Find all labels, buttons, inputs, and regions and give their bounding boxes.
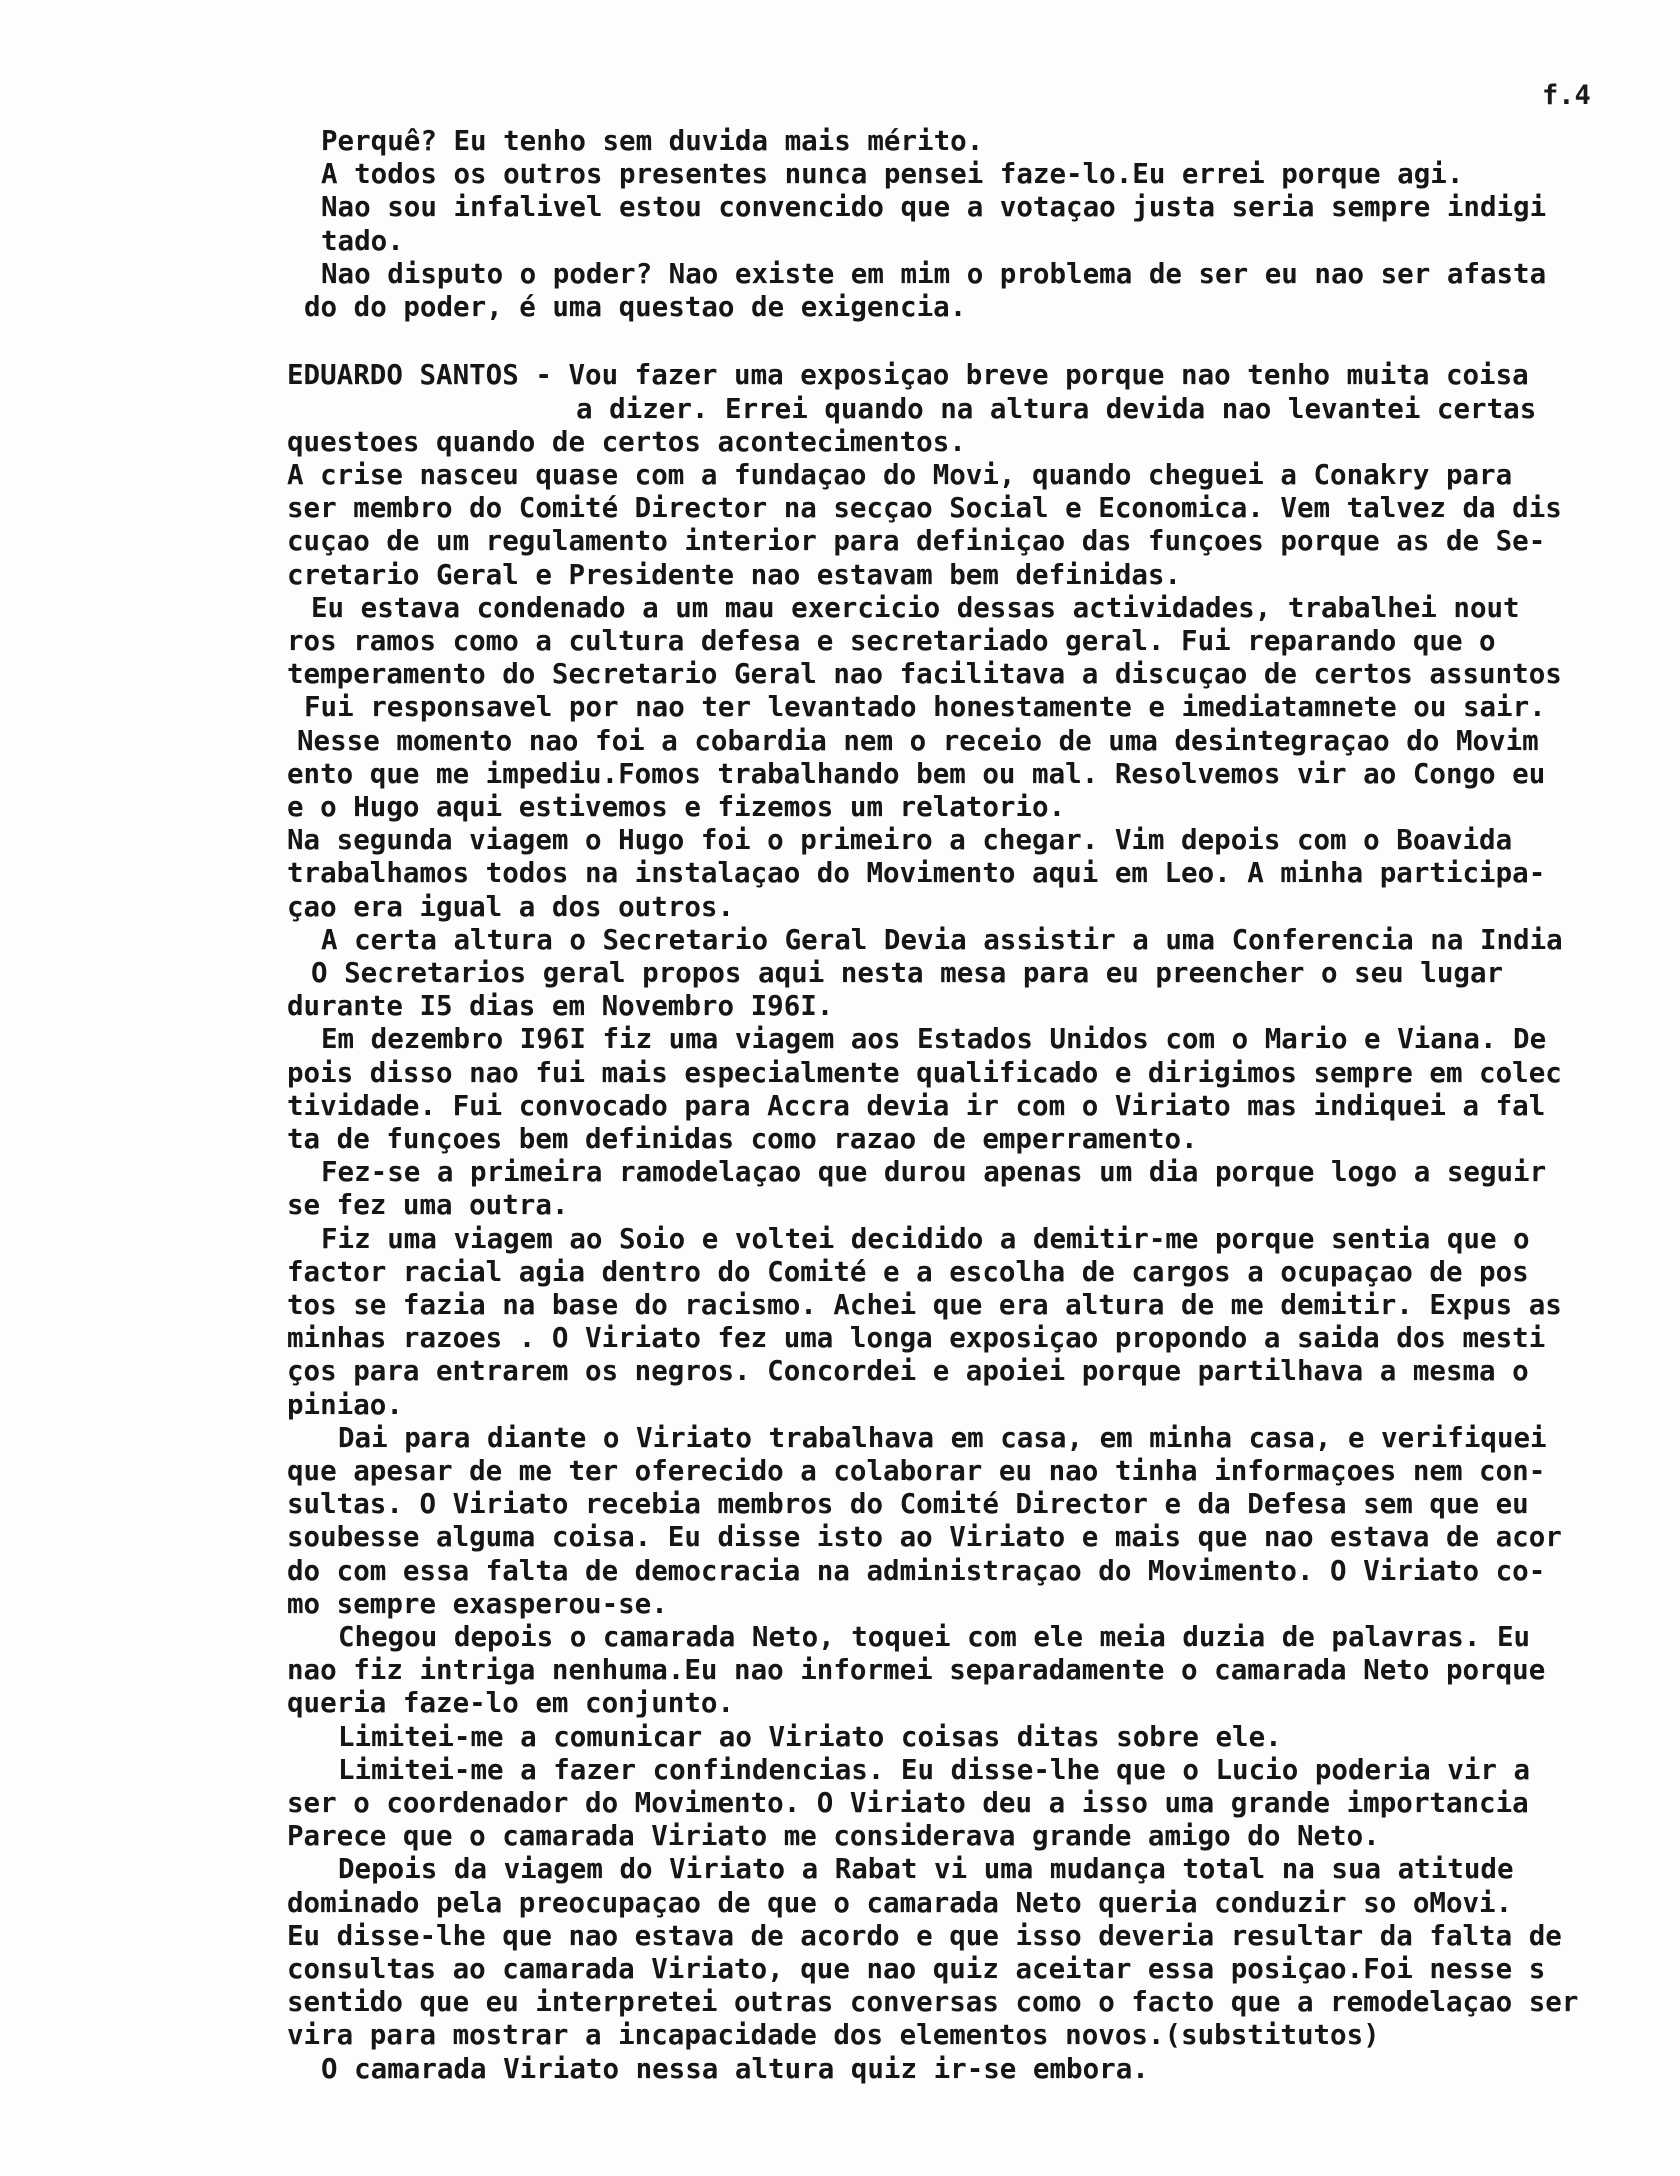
text-line: Na segunda viagem o Hugo foi o primeiro a chegar. Vim depois com o Boavida [287, 824, 1513, 856]
text-line: durante I5 dias em Novembro I96I. [287, 990, 834, 1022]
text-line: mo sempre exasperou-se. [287, 1588, 668, 1620]
text-line: Nesse momento nao foi a cobardia nem o receio de uma desintegraçao do Movim [297, 725, 1539, 757]
text-line: ros ramos como a cultura defesa e secretariado geral. Fui reparando que o [287, 625, 1496, 657]
text-line: se fez uma outra. [287, 1189, 569, 1221]
text-line: Fui responsavel por nao ter levantado honestamente e imediatamnete ou sair. [304, 691, 1546, 723]
text-line: O camarada Viriato nessa altura quiz ir-se embora. [321, 2053, 1149, 2085]
text-line: Dai para diante o Viriato trabalhava em casa, em minha casa, e verifiquei [338, 1422, 1547, 1454]
text-line: cretario Geral e Presidente nao estavam bem definidas. [287, 559, 1182, 591]
text-line: A certa altura o Secretario Geral Devia assistir a uma Conferencia na India [321, 924, 1563, 956]
text-line: piniao. [287, 1389, 403, 1421]
text-line: sentido que eu interpretei outras conversas como o facto que a remodelaçao ser [287, 1986, 1579, 2018]
page-number: f.4 [1542, 80, 1591, 111]
text-line: Fez-se a primeira ramodelaçao que durou apenas um dia porque logo a seguir [321, 1156, 1547, 1188]
text-line: Limitei-me a fazer confindencias. Eu disse-lhe que o Lucio poderia vir a [338, 1754, 1531, 1786]
text-line: questoes quando de certos acontecimentos. [287, 426, 966, 458]
text-line: nao fiz intriga nenhuma.Eu nao informei separadamente o camarada Neto porque [287, 1654, 1546, 1686]
text-line: do do poder, é uma questao de exigencia. [304, 291, 967, 323]
text-line: EDUARDO SANTOS - Vou fazer uma exposiçao breve porque nao tenho muita coisa [287, 359, 1529, 391]
text-line: Nao disputo o poder? Nao existe em mim o problema de ser eu nao ser afasta [321, 258, 1547, 290]
text-line: a dizer. Errei quando na altura devida nao levantei certas [576, 393, 1537, 425]
text-line: sultas. O Viriato recebia membros do Comité Director e da Defesa sem que eu [287, 1488, 1529, 1520]
text-line: A crise nasceu quase com a fundaçao do Movi, quando cheguei a Conakry para [287, 459, 1513, 491]
text-line: cuçao de um regulamento interior para definiçao das funçoes porque as de Se- [287, 525, 1546, 557]
text-line: temperamento do Secretario Geral nao facilitava a discuçao de certos assuntos [287, 658, 1562, 690]
text-line: factor racial agia dentro do Comité e a escolha de cargos a ocupaçao de pos [287, 1256, 1529, 1288]
text-line: queria faze-lo em conjunto. [287, 1687, 735, 1719]
text-line: Depois da viagem do Viriato a Rabat vi uma mudança total na sua atitude [338, 1853, 1514, 1885]
text-line: do com essa falta de democracia na administraçao do Movimento. O Viriato co- [287, 1555, 1546, 1587]
text-line: ços para entrarem os negros. Concordei e apoiei porque partilhava a mesma o [287, 1355, 1529, 1387]
text-line: que apesar de me ter oferecido a colaborar eu nao tinha informaçoes nem con- [287, 1455, 1546, 1487]
text-line: tado. [321, 225, 404, 257]
text-line: vira para mostrar a incapacidade dos elementos novos.(substitutos) [287, 2019, 1380, 2051]
text-line: Chegou depois o camarada Neto, toquei com ele meia duzia de palavras. Eu [338, 1621, 1531, 1653]
text-line: Parece que o camarada Viriato me considerava grande amigo do Neto. [287, 1820, 1380, 1852]
text-line: tos se fazia na base do racismo. Achei que era altura de me demitir. Expus as [287, 1289, 1562, 1321]
text-line: tividade. Fui convocado para Accra devia ir com o Viriato mas indiquei a fal [287, 1090, 1546, 1122]
text-line: trabalhamos todos na instalaçao do Movimento aqui em Leo. A minha participa- [287, 857, 1546, 889]
text-line: e o Hugo aqui estivemos e fizemos um relatorio. [287, 791, 1066, 823]
text-line: Em dezembro I96I fiz uma viagem aos Estados Unidos com o Mario e Viana. De [321, 1023, 1547, 1055]
text-line: Fiz uma viagem ao Soio e voltei decidido a demitir-me porque sentia que o [321, 1223, 1530, 1255]
text-line: consultas ao camarada Viriato, que nao quiz aceitar essa posiçao.Foi nesse s [287, 1953, 1546, 1985]
text-line: çao era igual a dos outros. [287, 891, 735, 923]
text-line: Perquê? Eu tenho sem duvida mais mérito. [321, 125, 984, 157]
text-line: A todos os outros presentes nunca pensei faze-lo.Eu errei porque agi. [321, 158, 1464, 190]
text-line: ser o coordenador do Movimento. O Viriato deu a isso uma grande importancia [287, 1787, 1529, 1819]
text-line: ta de funçoes bem definidas como razao de emperramento. [287, 1123, 1198, 1155]
text-line: dominado pela preocupaçao de que o camarada Neto queria conduzir so oMovi. [287, 1887, 1513, 1919]
text-line: minhas razoes . O Viriato fez uma longa exposiçao propondo a saida dos mesti [287, 1322, 1546, 1354]
text-line: Eu estava condenado a um mau exercicio dessas actividades, trabalhei nout [311, 592, 1520, 624]
text-line: O Secretarios geral propos aqui nesta mesa para eu preencher o seu lugar [311, 957, 1504, 989]
text-line: ser membro do Comité Director na secçao Social e Economica. Vem talvez da dis [287, 492, 1562, 524]
text-line: ento que me impediu.Fomos trabalhando bem ou mal. Resolvemos vir ao Congo eu [287, 758, 1546, 790]
text-line: Nao sou infalivel estou convencido que a votaçao justa seria sempre indigi [321, 191, 1547, 223]
text-line: Limitei-me a comunicar ao Viriato coisas ditas sobre ele. [338, 1721, 1282, 1753]
text-line: Eu disse-lhe que nao estava de acordo e que isso deveria resultar da falta de [287, 1920, 1562, 1952]
text-line: soubesse alguma coisa. Eu disse isto ao Viriato e mais que nao estava de acor [287, 1521, 1562, 1553]
text-line: pois disso nao fui mais especialmente qualificado e dirigimos sempre em colec [287, 1057, 1562, 1089]
